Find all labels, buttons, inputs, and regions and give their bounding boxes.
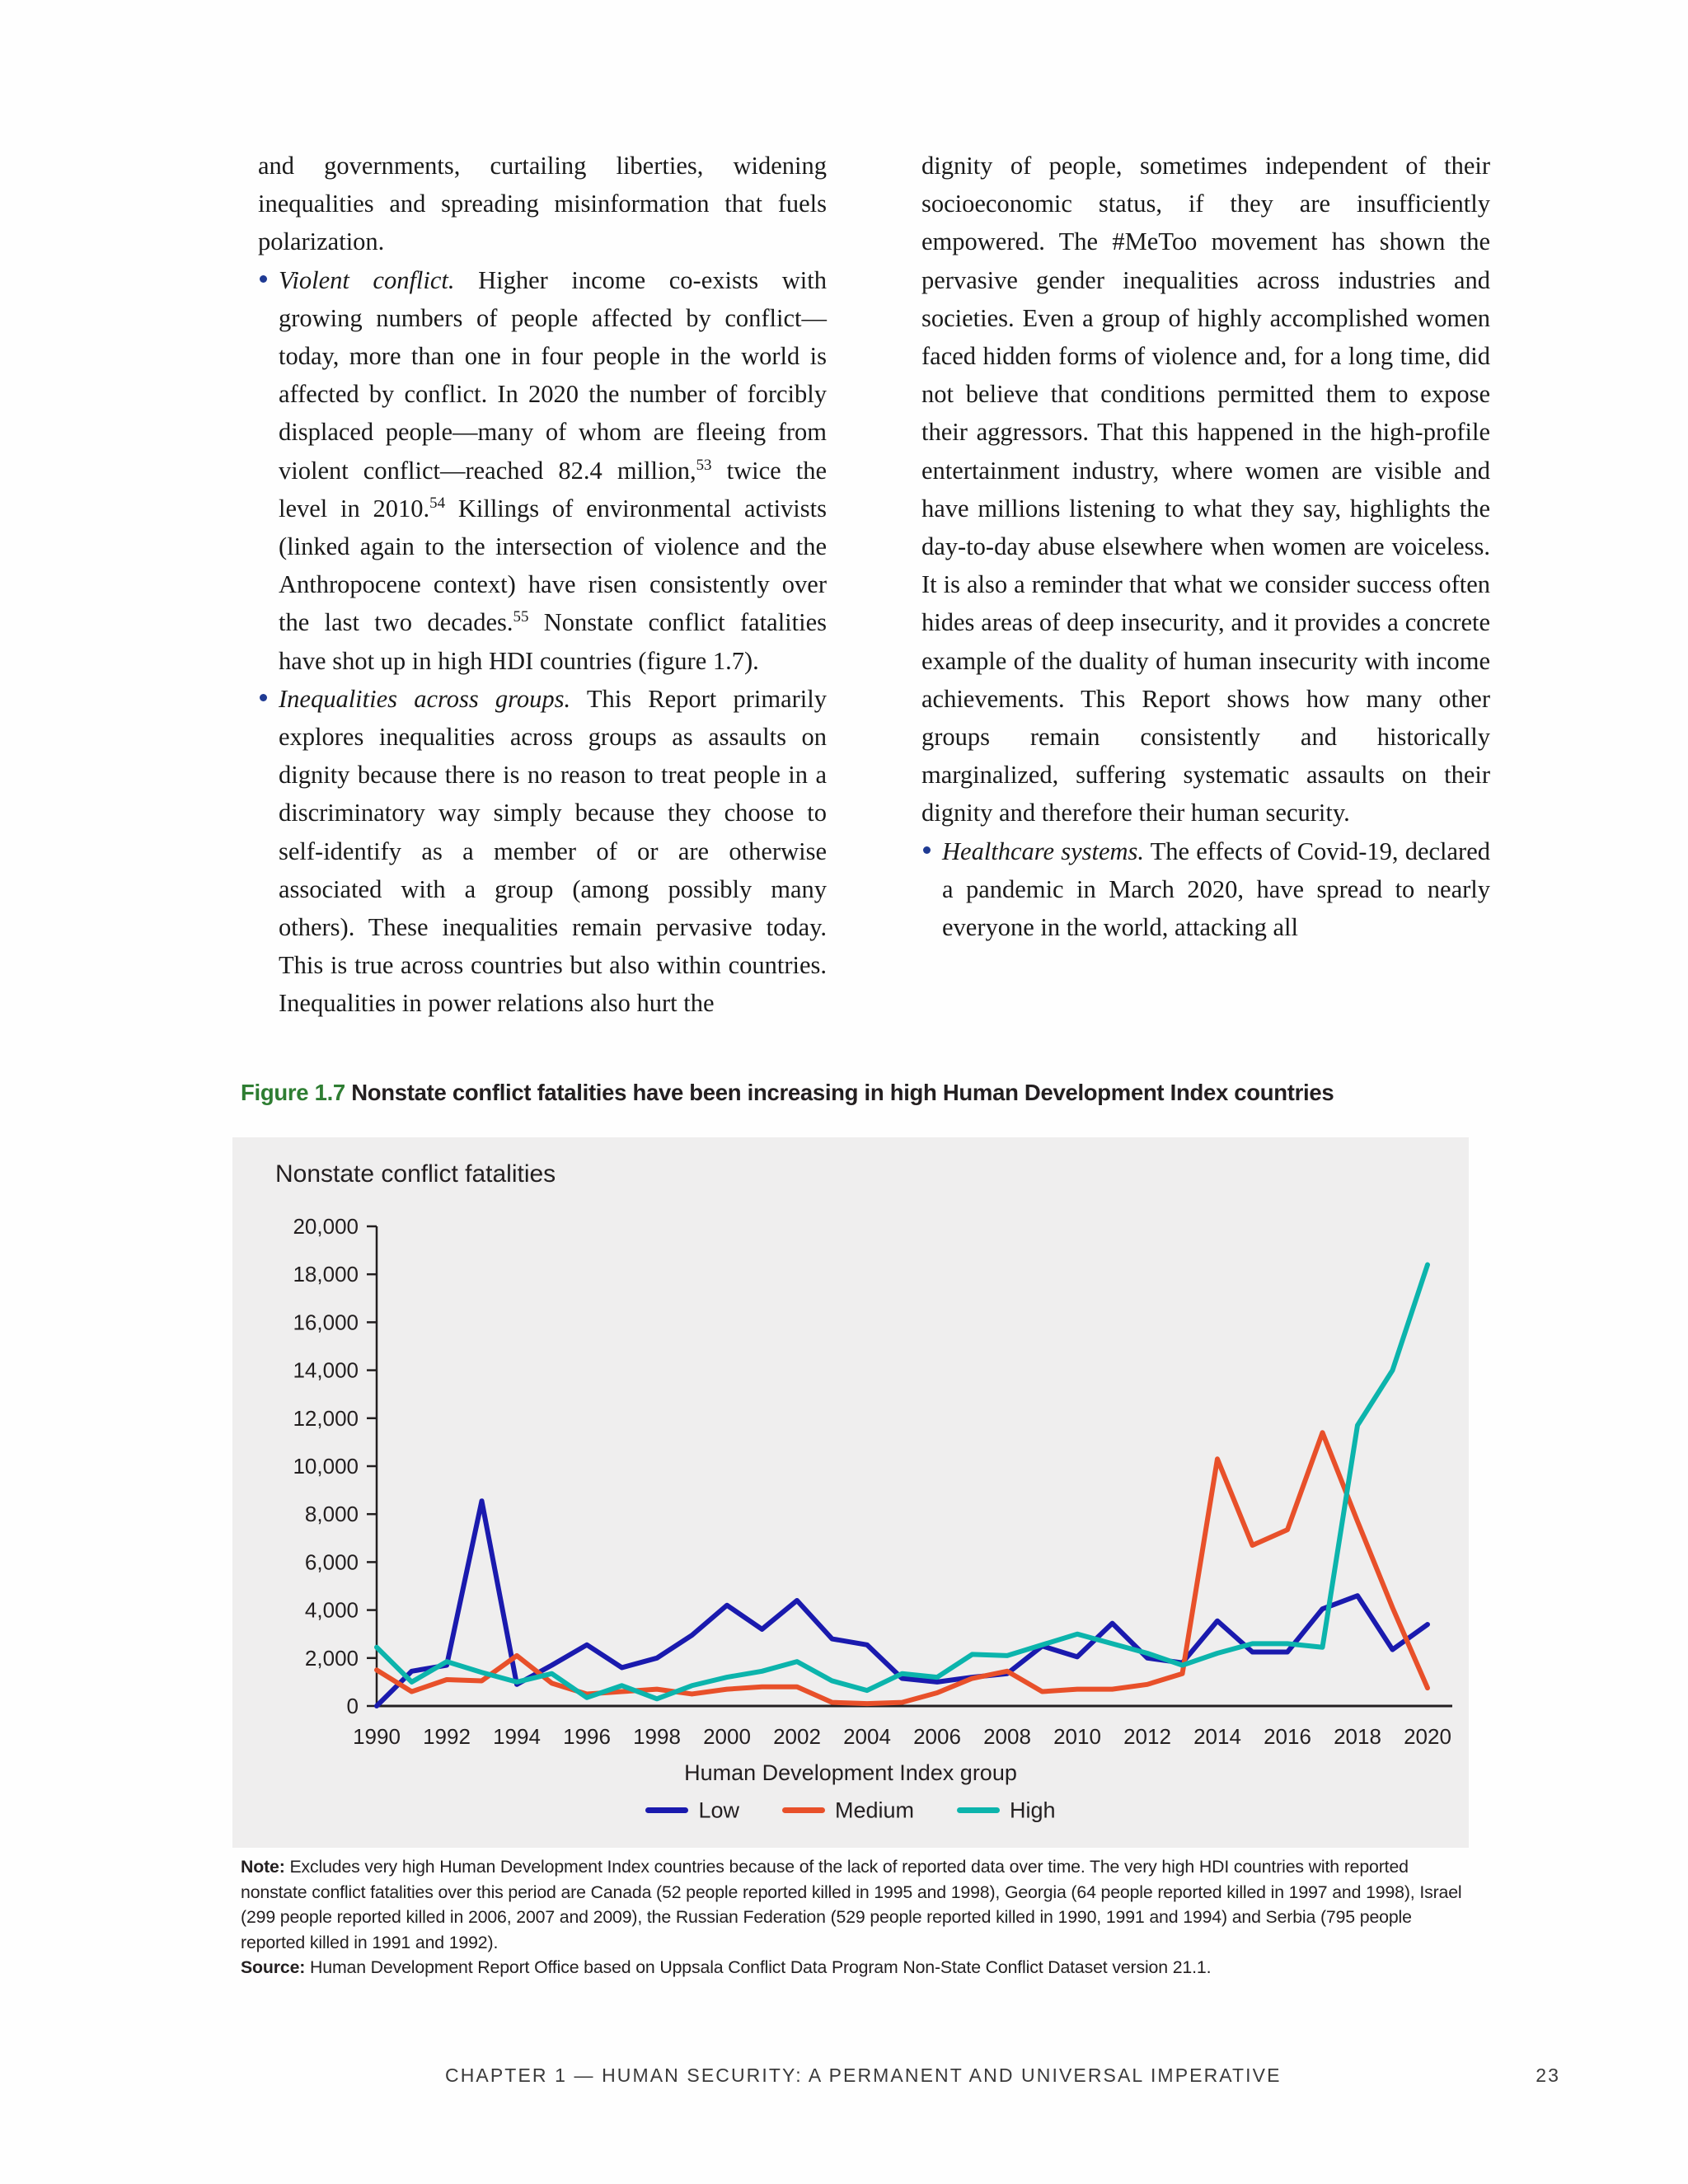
note-text: Excludes very high Human Development Index countries because of the lack of reported data over time. The very high HDI countries with reported nonstate conflict fatalities over this period are Canada (52 people reported killed in 1995 and 1998), Georgia (64 people reported killed in 1997 and 1998), Israel (299 people reported killed in 2006, 2007 and 2009), the Russian Federation (529 people reported killed in 1990, 1991 and 1994) and Serbia (795 people reported killed in 1991 and 1992). [241,1857,1462,1952]
series-line-medium [377,1432,1428,1704]
bullet-lead-in: Violent conflict. [279,265,455,294]
bullet-text-1: Higher income co-exists with growing numbers of people affected by conflict—today, more than one in four people in the world is affected by conflict. In 2020 the number of forcibly displaced people—many of whom are fleeing from violent conflict—reached 82.4 million, [279,265,827,485]
lead-paragraph: and governments, curtailing liberties, widening inequalities and spreading misinformation that fuels polarization. [258,152,827,256]
figure-title-text: Nonstate conflict fatalities have been increasing in high Human Development Index countries [351,1080,1334,1105]
x-tick-label: 2002 [773,1724,821,1749]
y-tick-label: 8,000 [304,1502,359,1527]
x-tick-label: 2020 [1404,1724,1451,1749]
bullet-healthcare-systems [921,832,1490,947]
source-text: Human Development Report Office based on Uppsala Conflict Data Program Non-State Conflict Dataset version 21.1. [305,1957,1212,1977]
bullet-dot-icon [260,694,267,701]
x-tick-label: 1994 [493,1724,541,1749]
x-tick-label: 2008 [983,1724,1031,1749]
legend-item-medium [782,1797,914,1823]
series-line-high [377,1265,1428,1699]
right-column [921,147,1490,946]
x-tick-label: 2012 [1123,1724,1171,1749]
bullet-text-2: twice the level in 2010. [279,456,828,523]
x-tick-label: 2010 [1053,1724,1101,1749]
note-label: Note: [241,1857,285,1877]
continuation-paragraph: dignity of people, sometimes independent of their socioeconomic status, if they are insufficiently empowered. The #MeToo movement has shown the pervasive gender inequalities across industries and societies. Even a group of highly accomplished women faced hidden forms of violence and, for a long time, did not believe that conditions permitted them to expose their aggressors. That this happened in the high-profile entertainment industry, where women are visible and have millions listening to what they say, highlights the day-to-day abuse elsewhere when women are voiceless. It is also a reminder that what we consider success often hides areas of deep insecurity, and it provides a concrete example of the duality of human insecurity with income achievements. This Report shows how many other groups remain consistently and historically marginalized, suffering systematic assaults on their dignity and therefore their human security. [921,152,1490,827]
chart-heading: Nonstate conflict fatalities [275,1160,556,1188]
x-axis-title: Human Development Index group [684,1760,1017,1785]
source-label: Source: [241,1957,306,1977]
y-tick-label: 2,000 [304,1645,359,1671]
line-chart [232,1137,1469,1848]
y-tick-label: 16,000 [293,1310,359,1335]
footnote-ref-54: 54 [429,494,446,512]
legend-swatch-icon [782,1807,825,1813]
legend-item-high [957,1797,1056,1823]
left-column [258,147,827,1023]
x-tick-label: 2006 [913,1724,961,1749]
y-tick-label: 12,000 [293,1405,359,1431]
footnote-ref-55: 55 [513,608,529,626]
legend-label: Low [698,1797,739,1823]
body-columns [258,147,1585,1023]
chart-legend [232,1797,1469,1823]
note-block [241,1854,1477,1955]
footer-page-number: 23 [1536,2064,1560,2086]
bullet-lead-in: Healthcare systems. [942,837,1145,865]
x-tick-label: 2004 [843,1724,891,1749]
x-tick-label: 1992 [423,1724,471,1749]
footer-chapter-label: CHAPTER 1 — HUMAN SECURITY: A PERMANENT AND UNIVERSAL IMPERATIVE [445,2064,1282,2086]
figure-title [241,1080,1477,1106]
figure-notes [241,1854,1477,1980]
x-tick-label: 2014 [1193,1724,1241,1749]
x-tick-label: 2000 [703,1724,751,1749]
bullet-inequalities-across-groups [258,680,827,1023]
figure-chart-panel [232,1137,1469,1848]
bullet-text-4: Nonstate conflict fatalities have shot up in high HDI countries (figure 1.7). [279,608,827,675]
y-tick-label: 4,000 [304,1597,359,1623]
x-tick-label: 2016 [1264,1724,1311,1749]
bullet-text-3: Killings of environmental activists (linked again to the intersection of violence and the Anthropocene context) have risen consistently over the last two decades. [279,494,827,637]
y-tick-label: 14,000 [293,1357,359,1383]
legend-label: Medium [834,1797,915,1823]
bullet-violent-conflict [258,261,827,680]
source-block [241,1955,1477,1980]
bullet-text-1: This Report primarily explores inequalities across groups as assaults on dignity because there is no reason to treat people in a discriminatory way simply because they choose to self-identify as a member of or are otherwise associated with a group (among possibly many others). These inequalities remain pervasive today. This is true across countries but also within countries. Inequalities in power relations also hurt the [279,684,827,1018]
legend-label: High [1010,1797,1056,1823]
footnote-ref-53: 53 [696,456,712,474]
bullet-text-1: The effects of Covid-19, declared a pandemic in March 2020, have spread to nearly everyone in the world, attacking all [942,837,1490,942]
bullet-dot-icon [923,846,931,854]
y-tick-label: 20,000 [293,1214,359,1239]
y-tick-label: 6,000 [304,1549,359,1575]
bullet-lead-in: Inequalities across groups. [279,684,571,713]
legend-swatch-icon [957,1807,1000,1813]
y-tick-label: 10,000 [293,1454,359,1479]
y-tick-label: 0 [346,1694,359,1718]
legend-swatch-icon [645,1807,688,1813]
legend-item-low [645,1797,739,1823]
x-tick-label: 1996 [563,1724,611,1749]
x-tick-label: 1990 [353,1724,401,1749]
y-tick-label: 18,000 [293,1262,359,1287]
figure-number: Figure 1.7 [241,1080,345,1105]
x-tick-label: 1998 [633,1724,681,1749]
x-tick-label: 2018 [1334,1724,1381,1749]
bullet-dot-icon [260,275,267,283]
